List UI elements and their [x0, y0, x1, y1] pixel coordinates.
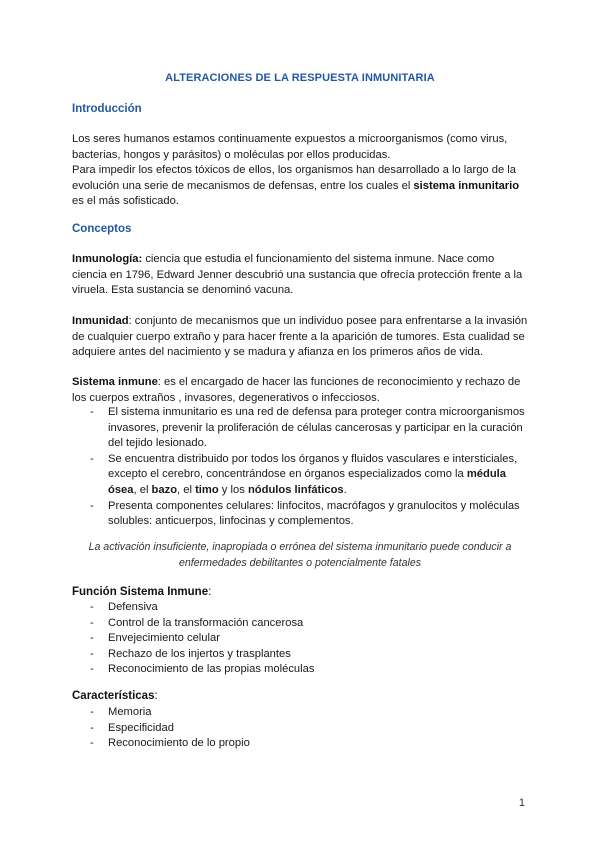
- dash-marker: -: [90, 499, 94, 512]
- dash-marker: -: [90, 601, 94, 613]
- dash-marker: -: [90, 406, 94, 418]
- term-inmunidad: Inmunidad: [72, 315, 129, 327]
- intro-paragraph-1: Los seres humanos estamos continuamente expuestos a microorganismos (como virus, bacterias, hongos y parásitos) o moléculas por ellos producidas.: [72, 133, 508, 161]
- caracteristicas-list: [72, 705, 532, 752]
- dash-marker: -: [90, 706, 94, 718]
- concept-sistema-inmune: Sistema inmune: es el encargado de hacer las funciones de reconocimiento y rechazo de los cuerpos extraños , invasores, degenerativos o infecciosos.: [72, 376, 521, 404]
- list-item: - Defensiva: [72, 600, 532, 616]
- list-item: - El sistema inmunitario es una red de defensa para proteger contra microorganismos invasores, prevenir la proliferación de células cancerosas y participar en la curación del tejido lesionado.: [90, 406, 525, 450]
- list-item: - Reconocimiento de lo propio: [72, 736, 532, 752]
- term-sistema-inmunitario: sistema inmunitario: [413, 179, 520, 192]
- dash-marker: -: [90, 663, 94, 676]
- concept-inmunologia: Inmunología: ciencia que estudia el funcionamiento del sistema inmune. Nace como ciencia en 1796, Edward Jenner descubrió una sustancia que ofrecía protección frente a la viruela. Esta sustancia se denominó vacuna.: [72, 253, 523, 297]
- list-item: - Envejecimiento celular: [72, 631, 532, 647]
- list-item: - Se encuentra distribuido por todos los órganos y fluidos vasculares e intersticiales, excepto el cerebro, concentrándose en órganos especializados como la médula ósea, el bazo, el timo y los nódulos linfáticos.: [90, 452, 518, 496]
- dash-marker: -: [90, 632, 94, 645]
- page-number: 1: [518, 797, 525, 809]
- dash-marker: -: [90, 647, 94, 660]
- term-sistema-inmune: Sistema inmune: [72, 376, 158, 388]
- list-item: - Rechazo de los injertos y trasplantes: [72, 647, 532, 663]
- intro-heading: Introducción: [72, 103, 142, 115]
- list-item: - Presenta componentes celulares: linfocitos, macrófagos y granulocitos y moléculas solubles: anticuerpos, linfocinas y complementos.: [90, 499, 520, 528]
- concepts-heading: Conceptos: [72, 223, 132, 235]
- funcion-list: [72, 600, 532, 678]
- list-item: - Reconocimiento de las propias moléculas: [72, 662, 532, 678]
- sistema-inmune-bullets: [72, 405, 532, 530]
- term-inmunologia: Inmunología:: [72, 253, 143, 265]
- dash-marker: -: [90, 737, 94, 750]
- dash-marker: -: [90, 452, 94, 465]
- dash-marker: -: [90, 616, 94, 629]
- list-item: - Memoria: [72, 705, 532, 721]
- caracteristicas-heading: Características:: [72, 690, 158, 702]
- concept-inmunidad: Inmunidad: conjunto de mecanismos que un individuo posee para enfrentarse a la invasión de cualquier cuerpo extraño y para hacer frente a la aparición de tumores. Esta cualidad se adquiere antes del nacimiento y se madura y afianza en los primeros años de vida.: [72, 315, 528, 359]
- intro-paragraph-2: Para impedir los efectos tóxicos de ellos, los organismos han desarrollado a lo largo de la evolución una serie de mecanismos de defensas, entre los cuales el sistema inmunitario es el más sofisticado.: [72, 164, 520, 208]
- funcion-heading: Función Sistema Inmune:: [72, 586, 212, 598]
- document-title: ALTERACIONES DE LA RESPUESTA INMUNITARIA: [165, 72, 435, 84]
- list-item: - Control de la transformación cancerosa: [72, 616, 532, 632]
- dash-marker: -: [90, 721, 94, 734]
- italic-note: La activación insuficiente, inapropiada o errónea del sistema inmunitario puede conducir a enfermedades debilitantes o potencialmente fatales: [88, 541, 512, 569]
- list-item: - Especificidad: [72, 721, 532, 737]
